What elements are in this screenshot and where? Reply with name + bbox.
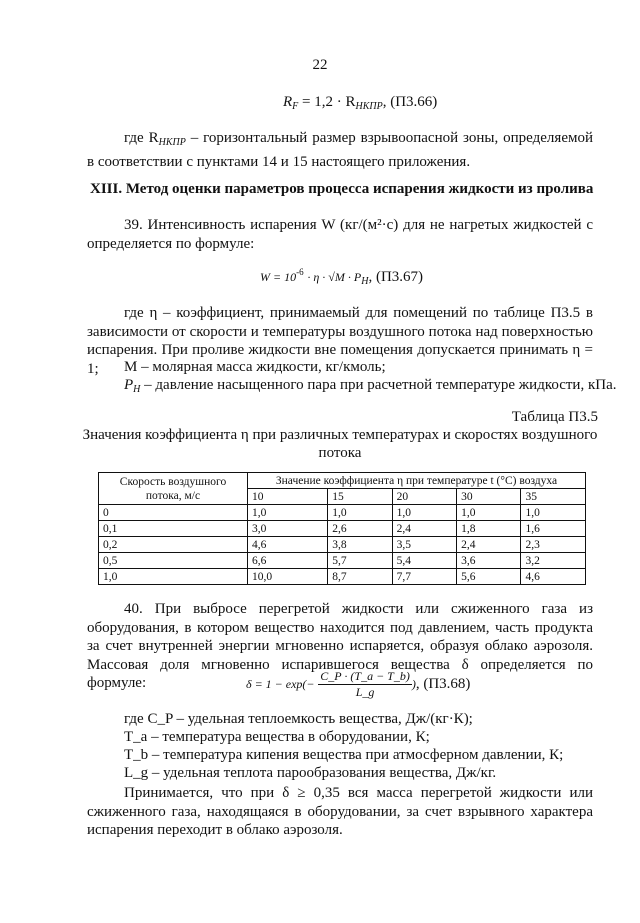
table-reference: Таблица П3.5 [511, 409, 598, 425]
definition-M: M – молярная масса жидкости, кг/кмоль; [124, 359, 386, 375]
where-67-paragraph: где η – коэффициент, принимаемый для помещений по таблице П3.5 в зависимости от скорости и температуры воздушного потока над поверхностью испарения. При проливе жидкости вне помещения допускается принимать η = 1; [87, 305, 593, 377]
value-cell: 1,8 [457, 521, 521, 537]
formula-68-fraction [318, 669, 412, 700]
speed-cell: 1,0 [99, 569, 248, 585]
speed-cell: 0,1 [99, 521, 248, 537]
speed-cell: 0,2 [99, 537, 248, 553]
value-cell: 1,0 [521, 505, 586, 521]
table-title: Значения коэффициента η при различных температурах и скоростях воздушного потока [82, 427, 598, 461]
temp-cell: 20 [392, 489, 456, 505]
temp-cell: 35 [521, 489, 586, 505]
definition-Lg: L_g – удельная теплота парообразования вещества, Дж/кг. [124, 765, 497, 781]
where-66-sub: НКПР [158, 137, 186, 148]
value-cell: 2,3 [521, 537, 586, 553]
coefficient-header: Значение коэффициента η при температуре t (°С) воздуха [248, 473, 586, 489]
final-paragraph: Принимается, что при δ ≥ 0,35 вся масса перегретой жидкости или сжиженного газа, находящаяся в оборудовании, за счет взрывного характера испарения переходит в облако аэрозоля. [87, 785, 593, 838]
temp-cell: 15 [328, 489, 392, 505]
definition-PH-symbol: P [124, 377, 134, 393]
temp-cell: 30 [457, 489, 521, 505]
definition-Ta: T_a – температура вещества в оборудовании, К; [124, 729, 430, 745]
definition-CP: где C_P – удельная теплоемкость вещества, Дж/(кг·К); [124, 711, 473, 727]
value-cell: 2,4 [392, 521, 456, 537]
where-66-text: – горизонтальный размер взрывоопасной зоны, определяемой в соответствии с пунктами 14 и 15 настоящего приложения. [87, 130, 593, 170]
value-cell: 4,6 [248, 537, 328, 553]
temp-cell: 10 [248, 489, 328, 505]
value-cell: 2,6 [328, 521, 392, 537]
formula-66-lhs: R [283, 94, 293, 110]
value-cell: 1,0 [392, 505, 456, 521]
formula-68-denominator: L_g [355, 685, 375, 699]
value-cell: 1,0 [328, 505, 392, 521]
value-cell: 5,7 [328, 553, 392, 569]
value-cell: 1,6 [521, 521, 586, 537]
section-heading: XIII. Метод оценки параметров процесса испарения жидкости из пролива [90, 181, 594, 197]
formula-68-lhs: δ = 1 − exp(− [246, 676, 315, 691]
value-cell: 1,0 [248, 505, 328, 521]
definition-PH [124, 377, 617, 395]
definition-Tb: T_b – температура кипения вещества при атмосферном давлении, К; [124, 747, 564, 763]
page-number: 22 [312, 57, 328, 73]
formula-68-tail: ) [411, 676, 416, 691]
value-cell: 10,0 [248, 569, 328, 585]
speed-header: Скорость воздушного потока, м/с [99, 473, 248, 505]
formula-68-numerator: C_P · (T_a − T_b) [320, 669, 410, 683]
value-cell: 1,0 [457, 505, 521, 521]
formula-66-rhs: = 1,2 · R [302, 94, 356, 110]
definition-PH-sub: Н [133, 384, 141, 395]
definition-PH-text: – давление насыщенного пара при расчетной температуре жидкости, кПа. [140, 377, 617, 393]
formula-66-rhs-sub: НКПР [355, 101, 383, 112]
formula-67-label: , (П3.67) [368, 269, 424, 285]
table-header-row [99, 473, 586, 489]
value-cell: 5,6 [457, 569, 521, 585]
value-cell: 3,2 [521, 553, 586, 569]
formula-p3-68 [246, 669, 470, 700]
speed-cell: 0 [99, 505, 248, 521]
formula-p3-66 [283, 94, 437, 112]
value-cell: 8,7 [328, 569, 392, 585]
paragraph-40: 40. При выбросе перегретой жидкости или сжиженного газа из оборудования, в котором вещество находится под давлением, часть продукта за счет внутренней энергии мгновенно испаряется, образуя облако аэрозоля. Массовая доля мгновенно испарившегося вещества δ определяется по формуле: [87, 601, 593, 691]
coefficient-table [98, 472, 586, 585]
value-cell: 3,8 [328, 537, 392, 553]
table-row [99, 505, 586, 521]
formula-66-label: , (П3.66) [382, 94, 438, 110]
value-cell: 3,0 [248, 521, 328, 537]
table-row [99, 569, 586, 585]
formula-p3-67 [260, 267, 423, 287]
paragraph-39: 39. Интенсивность испарения W (кг/(м²·с) для не нагретых жидкостей с определяется по формуле: [87, 217, 593, 252]
where-66-paragraph [87, 129, 593, 171]
formula-68-label: , (П3.68) [415, 675, 471, 692]
formula-67-sub: Н [361, 276, 369, 287]
value-cell: 6,6 [248, 553, 328, 569]
formula-67-lhs: W = 10 [260, 270, 297, 284]
value-cell: 3,6 [457, 553, 521, 569]
where-66-prefix: где R [124, 130, 159, 146]
formula-66-lhs-sub: F [292, 101, 299, 112]
formula-67-exp: -6 [296, 267, 304, 277]
value-cell: 4,6 [521, 569, 586, 585]
table-row [99, 521, 586, 537]
value-cell: 5,4 [392, 553, 456, 569]
table-row [99, 537, 586, 553]
value-cell: 3,5 [392, 537, 456, 553]
table-row [99, 553, 586, 569]
speed-cell: 0,5 [99, 553, 248, 569]
formula-67-mid: · η · √M · P [307, 270, 362, 284]
value-cell: 2,4 [457, 537, 521, 553]
value-cell: 7,7 [392, 569, 456, 585]
